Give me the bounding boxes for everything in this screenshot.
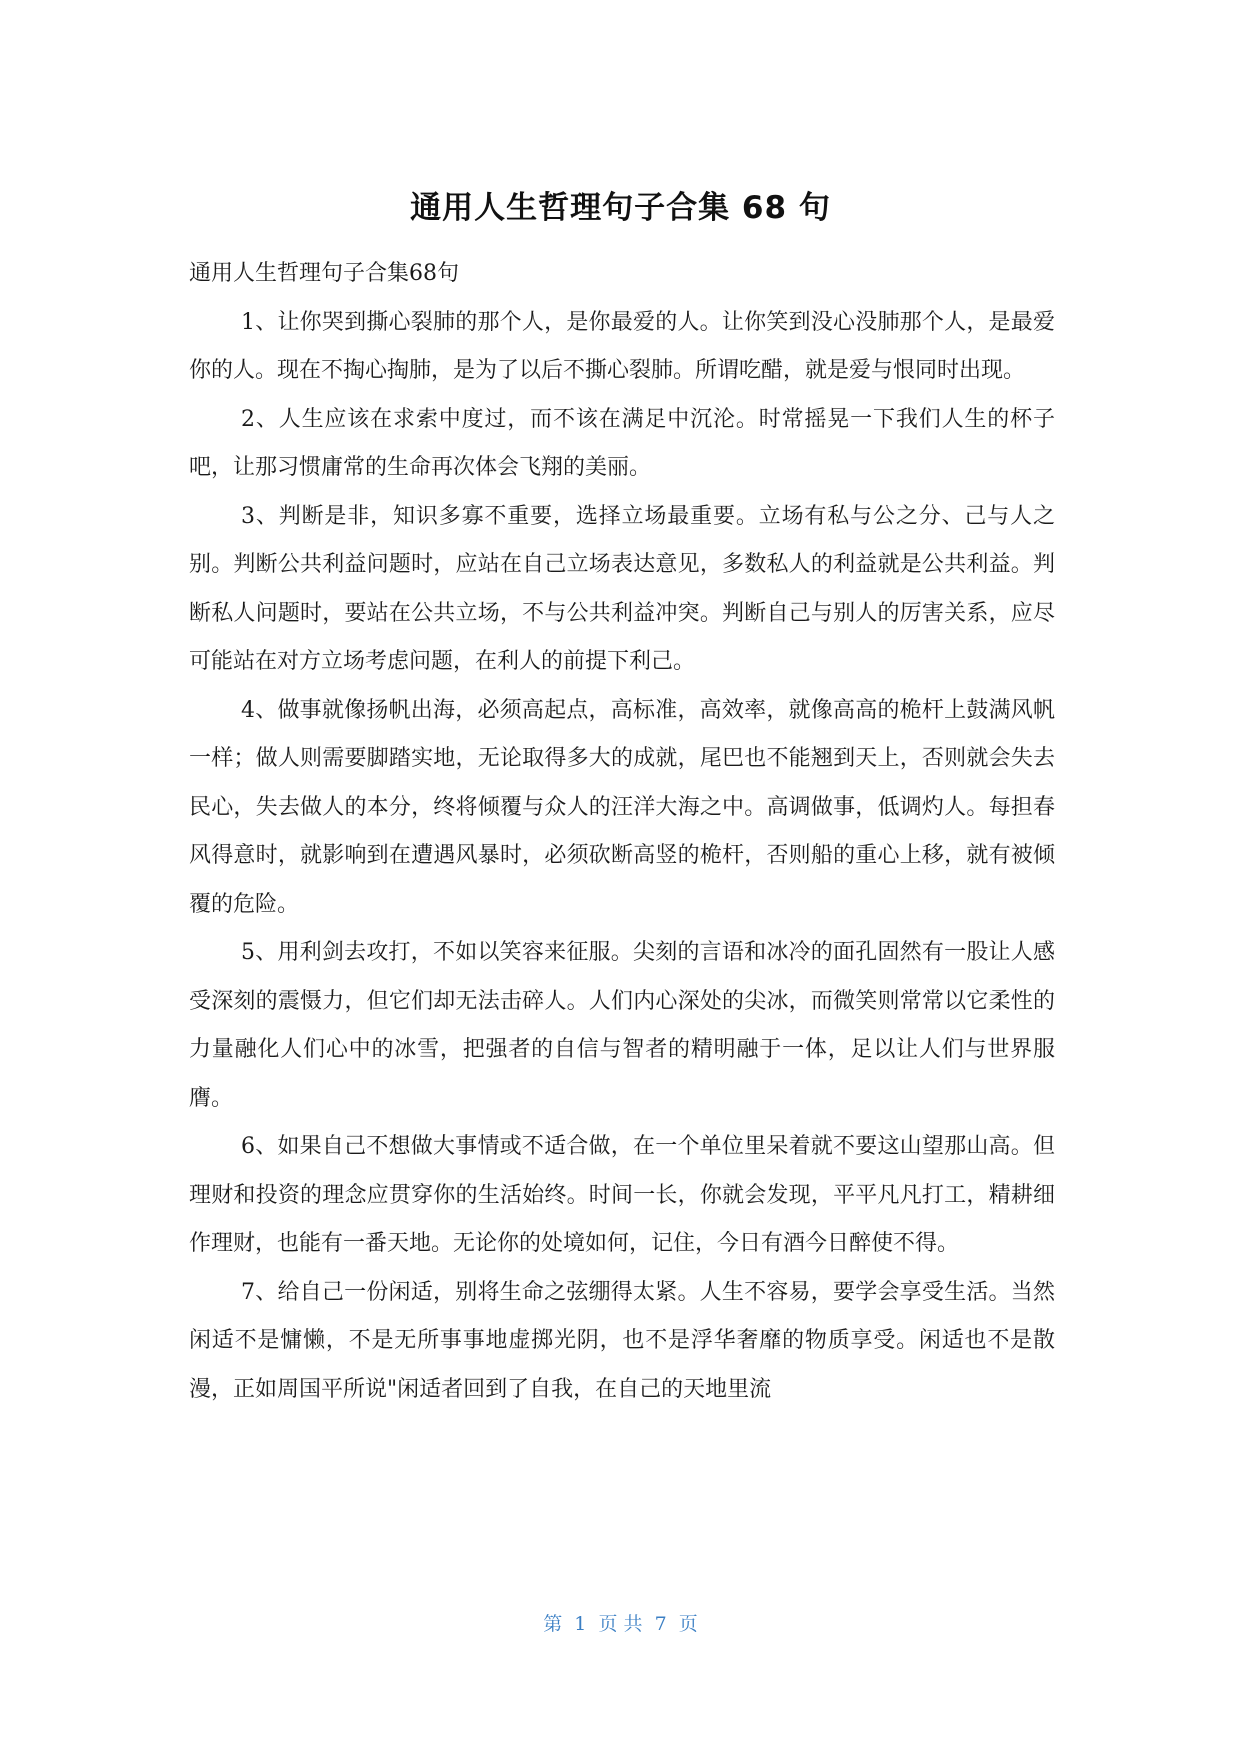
paragraph-5: 5、用利剑去攻打，不如以笑容来征服。尖刻的言语和冰冷的面孔固然有一股让人感受深刻的震慑力，但它们却无法击碎人。人们内心深处的尖冰，而微笑则常常以它柔性的力量融化人们心中的冰雪，把强者的自信与智者的精明融于一体，足以让人们与世界服膺。 bbox=[189, 940, 1055, 1111]
paragraph-1: 1、让你哭到撕心裂肺的那个人，是你最爱的人。让你笑到没心没肺那个人，是最爱你的人。现在不掏心掏肺，是为了以后不撕心裂肺。所谓吃醋，就是爱与恨同时出现。 bbox=[189, 309, 1055, 383]
document-body bbox=[189, 250, 1055, 1414]
paragraph-2: 2、人生应该在求索中度过，而不该在满足中沉沦。时常摇晃一下我们人生的杯子吧，让那习惯庸常的生命再次体会飞翔的美丽。 bbox=[189, 406, 1055, 480]
paragraph-7: 7、给自己一份闲适，别将生命之弦绷得太紧。人生不容易，要学会享受生活。当然闲适不是慵懒，不是无所事事地虚掷光阴，也不是浮华奢靡的物质享受。闲适也不是散漫，正如周国平所说"闲适者回到了自我，在自己的天地里流 bbox=[189, 1279, 1055, 1402]
paragraph-6: 6、如果自己不想做大事情或不适合做，在一个单位里呆着就不要这山望那山高。但理财和投资的理念应贯穿你的生活始终。时间一长，你就会发现，平平凡凡打工，精耕细作理财，也能有一番天地。无论你的处境如何，记住，今日有酒今日醉使不得。 bbox=[189, 1134, 1055, 1256]
document-title: 通用人生哲理句子合集 68 句 bbox=[410, 190, 831, 226]
document-subtitle: 通用人生哲理句子合集68句 bbox=[189, 261, 459, 286]
paragraph-4: 4、做事就像扬帆出海，必须高起点，高标准，高效率，就像高高的桅杆上鼓满风帆一样；做人则需要脚踏实地，无论取得多大的成就，尾巴也不能翘到天上，否则就会失去民心，失去做人的本分，终将倾覆与众人的汪洋大海之中。高调做事，低调灼人。每担春风得意时，就影响到在遭遇风暴时，必须砍断高竖的桅杆，否则船的重心上移，就有被倾覆的危险。 bbox=[189, 697, 1055, 917]
paragraph-3: 3、判断是非，知识多寡不重要，选择立场最重要。立场有私与公之分、己与人之别。判断公共利益问题时，应站在自己立场表达意见，多数私人的利益就是公共利益。判断私人问题时，要站在公共立场，不与公共利益冲突。判断自己与别人的厉害关系，应尽可能站在对方立场考虑问题，在利人的前提下利己。 bbox=[189, 503, 1055, 674]
page-number-footer: 第 1 页 共 7 页 bbox=[543, 1613, 698, 1635]
